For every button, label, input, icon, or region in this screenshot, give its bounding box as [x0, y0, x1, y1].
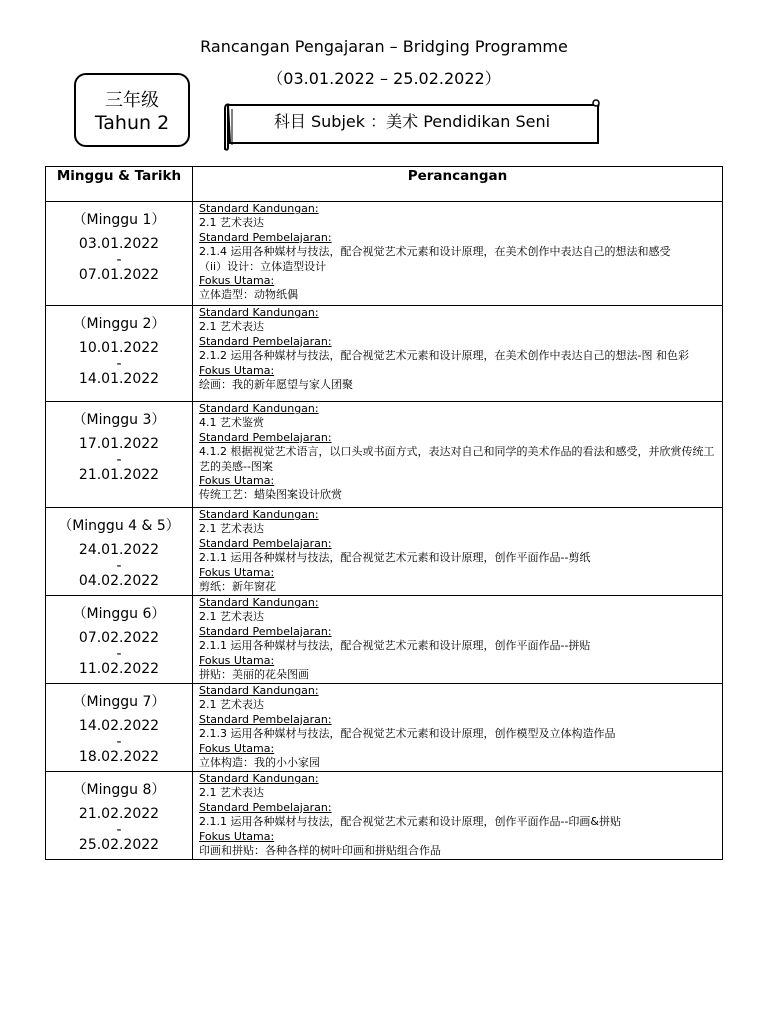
- sk-text: 2.1 艺术表达: [199, 698, 264, 712]
- end-date: 25.02.2022: [78, 837, 160, 853]
- sp-label: Standard Pembelajaran:: [199, 624, 332, 638]
- start-date: 24.01.2022: [78, 542, 160, 558]
- plan-cell: [193, 508, 723, 596]
- plan-cell: [193, 202, 723, 306]
- sk-label: Standard Kandungan:: [199, 306, 319, 319]
- week-cell: [46, 508, 193, 596]
- week-cell: [46, 402, 193, 508]
- week-label: （Minggu 2）: [72, 316, 166, 332]
- table-row: [46, 402, 723, 508]
- sk-label: Standard Kandungan:: [199, 684, 319, 697]
- header-week: Minggu & Tarikh: [46, 167, 193, 202]
- date-dash: -: [116, 452, 122, 468]
- subject-text: 科目 Subjek ：美术 Pendidikan Seni: [273, 112, 551, 131]
- sp-label: Standard Pembelajaran:: [199, 800, 332, 814]
- date-range: （03.01.2022 – 25.02.2022）: [267, 69, 501, 88]
- sp-label: Standard Pembelajaran:: [199, 230, 332, 244]
- fu-text: 绘画：我的新年愿望与家人团聚: [199, 378, 353, 392]
- table-row: [46, 202, 723, 306]
- week-cell: [46, 202, 193, 306]
- plan-cell: [193, 306, 723, 402]
- week-label: （Minggu 4 & 5）: [58, 518, 180, 534]
- week-label: （Minggu 1）: [72, 212, 166, 228]
- plan-cell: [193, 684, 723, 772]
- sk-text: 2.1 艺术表达: [199, 216, 264, 230]
- fu-label: Fokus Utama:: [199, 274, 275, 288]
- year-chinese: 三年级: [105, 90, 159, 111]
- sp-text: 2.1.2 运用各种媒材与技法，配合视觉艺术元素和设计原理，在美术创作中表达自己的想法-图 和色彩: [199, 349, 689, 363]
- fu-text: 印画和拼贴：各种各样的树叶印画和拼贴组合作品: [199, 844, 441, 858]
- table-row: [46, 772, 723, 860]
- end-date: 21.01.2022: [78, 467, 160, 483]
- start-date: 14.02.2022: [78, 718, 160, 734]
- sk-label: Standard Kandungan:: [199, 596, 319, 609]
- start-date: 07.02.2022: [78, 630, 160, 646]
- table-row: [46, 508, 723, 596]
- sp-label: Standard Pembelajaran:: [199, 334, 332, 348]
- date-dash: -: [116, 822, 122, 838]
- table-row: [46, 596, 723, 684]
- sp-label: Standard Pembelajaran:: [199, 712, 332, 726]
- sk-text: 2.1 艺术表达: [199, 320, 264, 334]
- sk-text: 2.1 艺术表达: [199, 786, 264, 800]
- fu-text: 立体构造：我的小小家园: [199, 756, 320, 770]
- plan-cell: [193, 402, 723, 508]
- plan-cell: [193, 596, 723, 684]
- end-date: 18.02.2022: [78, 749, 160, 765]
- document-title: Rancangan Pengajaran – Bridging Programme: [200, 37, 568, 56]
- end-date: 11.02.2022: [78, 661, 160, 677]
- week-cell: [46, 306, 193, 402]
- subject-banner: [222, 99, 602, 151]
- sk-label: Standard Kandungan:: [199, 508, 319, 521]
- table-row: [46, 684, 723, 772]
- start-date: 21.02.2022: [78, 806, 160, 822]
- week-cell: [46, 684, 193, 772]
- year-box: [74, 73, 190, 147]
- fu-label: Fokus Utama:: [199, 565, 275, 579]
- sp-text: 2.1.3 运用各种媒材与技法，配合视觉艺术元素和设计原理，创作模型及立体构造作品: [199, 727, 616, 741]
- week-label: （Minggu 8）: [72, 782, 166, 798]
- end-date: 07.01.2022: [78, 267, 160, 283]
- sp-text: 2.1.4 运用各种媒材与技法，配合视觉艺术元素和设计原理，在美术创作中表达自己的想法和感受: [199, 245, 671, 259]
- sk-text: 4.1 艺术鉴赏: [199, 416, 264, 430]
- table-header-row: [46, 167, 723, 202]
- header-plan: Perancangan: [193, 167, 723, 202]
- week-label: （Minggu 7）: [72, 694, 166, 710]
- sk-text: 2.1 艺术表达: [199, 610, 264, 624]
- fu-label: Fokus Utama:: [199, 829, 275, 843]
- week-label: （Minggu 6）: [72, 606, 166, 622]
- fu-label: Fokus Utama:: [199, 741, 275, 755]
- end-date: 14.01.2022: [78, 371, 160, 387]
- sk-label: Standard Kandungan:: [199, 202, 319, 215]
- start-date: 03.01.2022: [78, 236, 160, 252]
- week-cell: [46, 596, 193, 684]
- fu-text: 立体造型：动物纸偶: [199, 288, 298, 302]
- fu-label: Fokus Utama:: [199, 653, 275, 667]
- sp-text: 4.1.2 根据视觉艺术语言，以口头或书面方式，表达对自己和同学的美术作品的看法和感受，并欣赏传统工艺的美感--图案: [199, 445, 715, 473]
- date-dash: -: [116, 356, 122, 372]
- sp-text: 2.1.1 运用各种媒材与技法，配合视觉艺术元素和设计原理，创作平面作品--印画&拼贴: [199, 815, 621, 829]
- week-label: （Minggu 3）: [72, 412, 166, 428]
- week-cell: [46, 772, 193, 860]
- sk-label: Standard Kandungan:: [199, 402, 319, 415]
- date-dash: -: [116, 558, 122, 574]
- fu-text: 传统工艺：蜡染图案设计欣赏: [199, 488, 342, 502]
- sk-label: Standard Kandungan:: [199, 772, 319, 785]
- sp-label: Standard Pembelajaran:: [199, 536, 332, 550]
- sp-text: 2.1.1 运用各种媒材与技法，配合视觉艺术元素和设计原理，创作平面作品--剪纸: [199, 551, 591, 565]
- date-dash: -: [116, 646, 122, 662]
- sp-text-extra: （ii）设计：立体造型设计: [199, 259, 327, 273]
- sk-text: 2.1 艺术表达: [199, 522, 264, 536]
- date-dash: -: [116, 252, 122, 268]
- table-row: [46, 306, 723, 402]
- end-date: 04.02.2022: [78, 573, 160, 589]
- plan-cell: [193, 772, 723, 860]
- sp-label: Standard Pembelajaran:: [199, 430, 332, 444]
- sp-text: 2.1.1 运用各种媒材与技法，配合视觉艺术元素和设计原理，创作平面作品--拼贴: [199, 639, 591, 653]
- lesson-plan-table: [45, 166, 723, 860]
- fu-label: Fokus Utama:: [199, 474, 275, 488]
- start-date: 17.01.2022: [78, 436, 160, 452]
- year-label: Tahun 2: [94, 112, 170, 134]
- fu-text: 拼贴：美丽的花朵图画: [199, 668, 309, 682]
- fu-text: 剪纸：新年窗花: [199, 580, 276, 594]
- date-dash: -: [116, 734, 122, 750]
- fu-label: Fokus Utama:: [199, 363, 275, 377]
- start-date: 10.01.2022: [78, 340, 160, 356]
